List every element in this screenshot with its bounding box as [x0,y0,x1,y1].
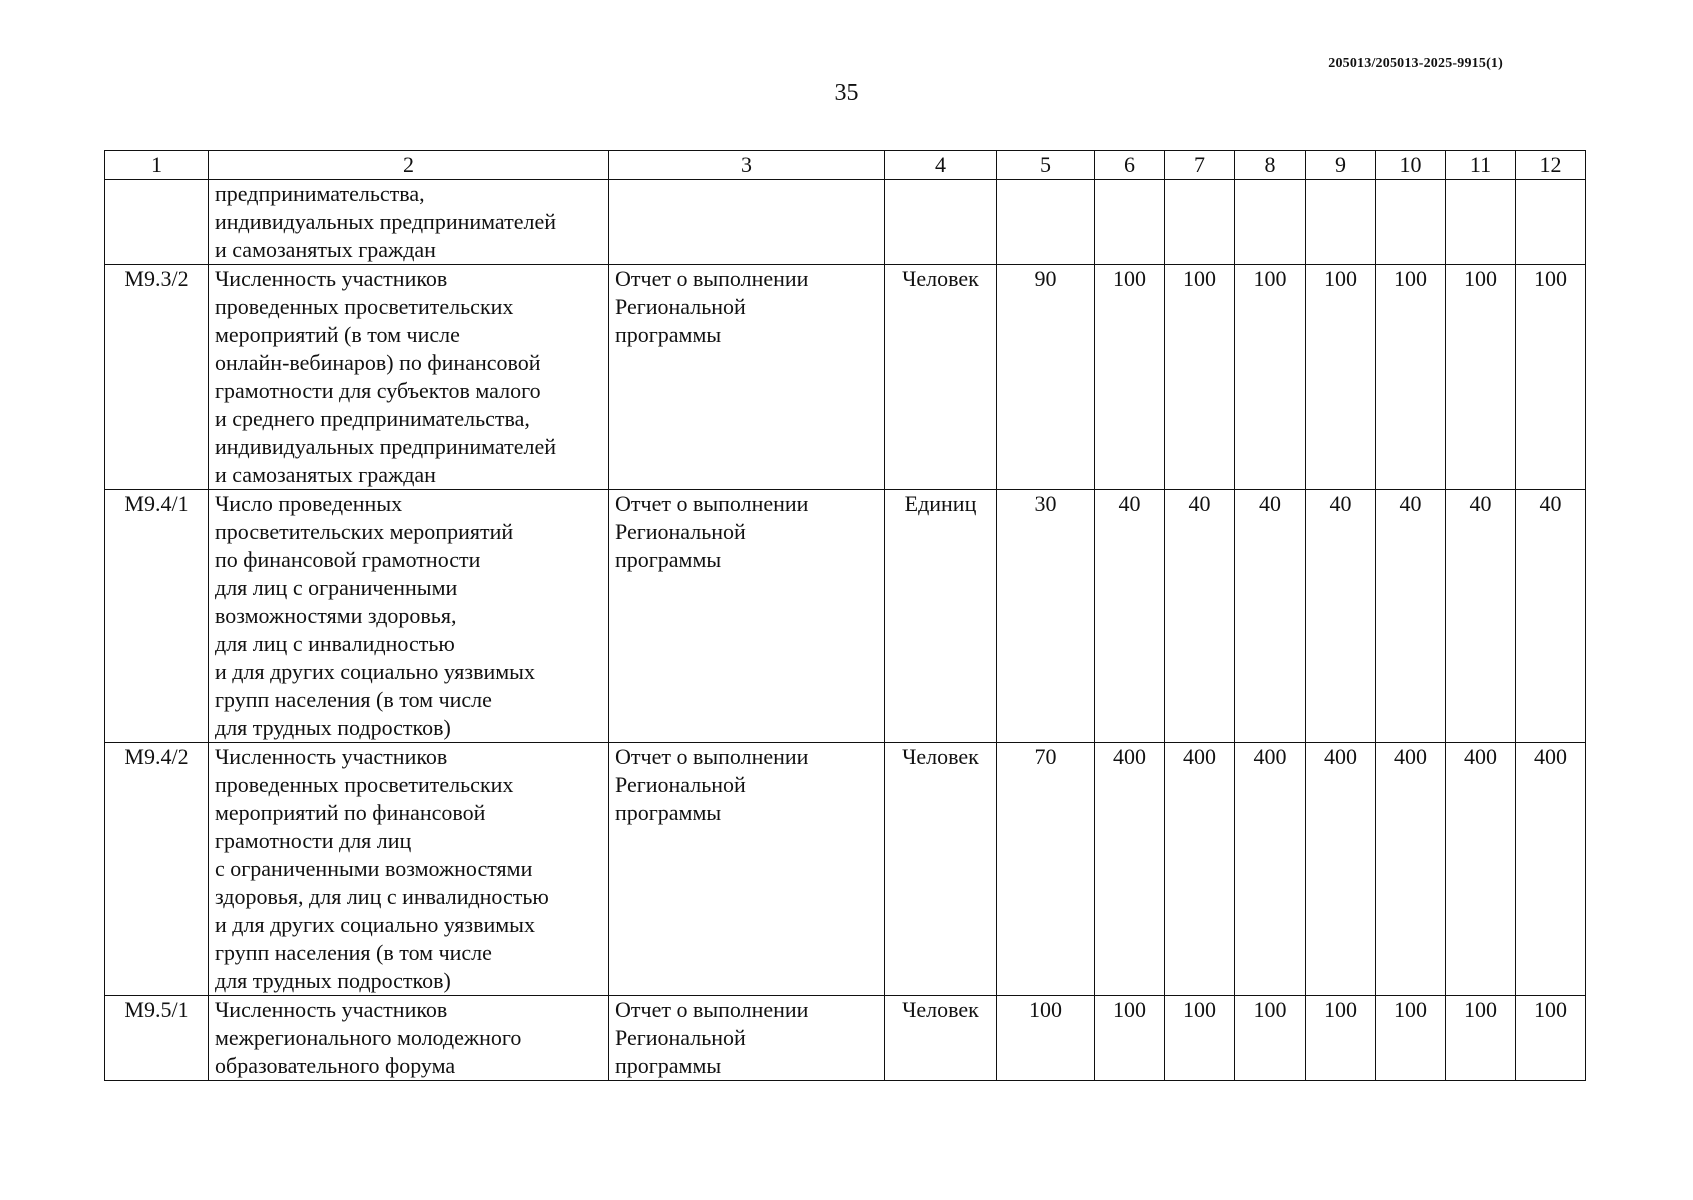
column-header: 12 [1516,151,1586,180]
indicator-value: 40 [1306,490,1376,743]
document-code: 205013/205013-2025-9915(1) [1328,56,1503,71]
column-header: 9 [1306,151,1376,180]
indicator-value: 40 [1516,490,1586,743]
indicator-value: 40 [1095,490,1165,743]
indicator-value: 400 [1235,743,1306,996]
indicator-name: Численность участников проведенных просветительских мероприятий по финансовой грамотности для лиц с ограниченными возможностями здоровья, для лиц с инвалидностью и для других социально уязвимых групп населения (в том числе для трудных подростков) [209,743,609,996]
indicator-value: 100 [1165,996,1235,1081]
indicator-value [1446,180,1516,265]
indicator-name: предпринимательства, индивидуальных предпринимателей и самозанятых граждан [209,180,609,265]
column-header: 8 [1235,151,1306,180]
column-header: 5 [997,151,1095,180]
indicator-value: 100 [1095,996,1165,1081]
table-row [105,265,1586,490]
indicator-value [1306,180,1376,265]
indicator-source: Отчет о выполнении Региональной программы [609,265,885,490]
indicator-value [997,180,1095,265]
indicator-unit [885,180,997,265]
column-header: 4 [885,151,997,180]
indicator-code: М9.3/2 [105,265,209,490]
indicator-value: 100 [1516,996,1586,1081]
indicator-value: 100 [1306,265,1376,490]
indicator-unit: Человек [885,743,997,996]
indicator-value: 400 [1165,743,1235,996]
indicator-value: 400 [1376,743,1446,996]
indicator-value: 40 [1235,490,1306,743]
indicator-value: 100 [1376,996,1446,1081]
indicator-name: Число проведенных просветительских мероприятий по финансовой грамотности для лиц с ограниченными возможностями здоровья, для лиц с инвалидностью и для других социально уязвимых групп населения (в том числе для трудных подростков) [209,490,609,743]
indicator-value: 90 [997,265,1095,490]
indicator-value: 100 [1446,996,1516,1081]
indicator-value: 400 [1516,743,1586,996]
indicator-code: М9.5/1 [105,996,209,1081]
column-header: 11 [1446,151,1516,180]
indicator-name: Численность участников межрегионального молодежного образовательного форума [209,996,609,1081]
indicator-value: 30 [997,490,1095,743]
indicator-unit: Человек [885,265,997,490]
indicator-value: 70 [997,743,1095,996]
indicator-value: 40 [1376,490,1446,743]
indicator-value [1095,180,1165,265]
indicator-value: 400 [1095,743,1165,996]
indicator-unit: Единиц [885,490,997,743]
indicator-source: Отчет о выполнении Региональной программы [609,743,885,996]
indicator-code: М9.4/2 [105,743,209,996]
indicator-source [609,180,885,265]
indicator-value: 100 [1235,265,1306,490]
indicator-value [1516,180,1586,265]
indicator-value: 100 [1235,996,1306,1081]
indicator-source: Отчет о выполнении Региональной программы [609,490,885,743]
indicator-value: 100 [1516,265,1586,490]
column-header: 3 [609,151,885,180]
indicator-code [105,180,209,265]
indicator-unit: Человек [885,996,997,1081]
indicator-value [1165,180,1235,265]
indicator-value: 100 [1446,265,1516,490]
indicator-value: 100 [1306,996,1376,1081]
indicator-value: 400 [1306,743,1376,996]
indicator-value: 400 [1446,743,1516,996]
indicator-value [1376,180,1446,265]
indicator-name: Численность участников проведенных просветительских мероприятий (в том числе онлайн-вебинаров) по финансовой грамотности для субъектов малого и среднего предпринимательства, индивидуальных предпринимателей и самозанятых граждан [209,265,609,490]
column-header: 2 [209,151,609,180]
page-number: 35 [834,80,859,106]
column-header: 6 [1095,151,1165,180]
indicator-value: 40 [1165,490,1235,743]
indicator-value: 100 [997,996,1095,1081]
column-header: 7 [1165,151,1235,180]
indicator-value: 100 [1095,265,1165,490]
column-header: 1 [105,151,209,180]
indicator-value: 100 [1376,265,1446,490]
table-row [105,180,1586,265]
table-header-row [105,151,1586,180]
indicator-code: М9.4/1 [105,490,209,743]
table-row [105,490,1586,743]
table-row [105,743,1586,996]
table-row [105,996,1586,1081]
indicator-value [1235,180,1306,265]
column-header: 10 [1376,151,1446,180]
indicator-value: 40 [1446,490,1516,743]
indicator-value: 100 [1165,265,1235,490]
indicators-table [104,150,1586,1081]
indicator-source: Отчет о выполнении Региональной программы [609,996,885,1081]
